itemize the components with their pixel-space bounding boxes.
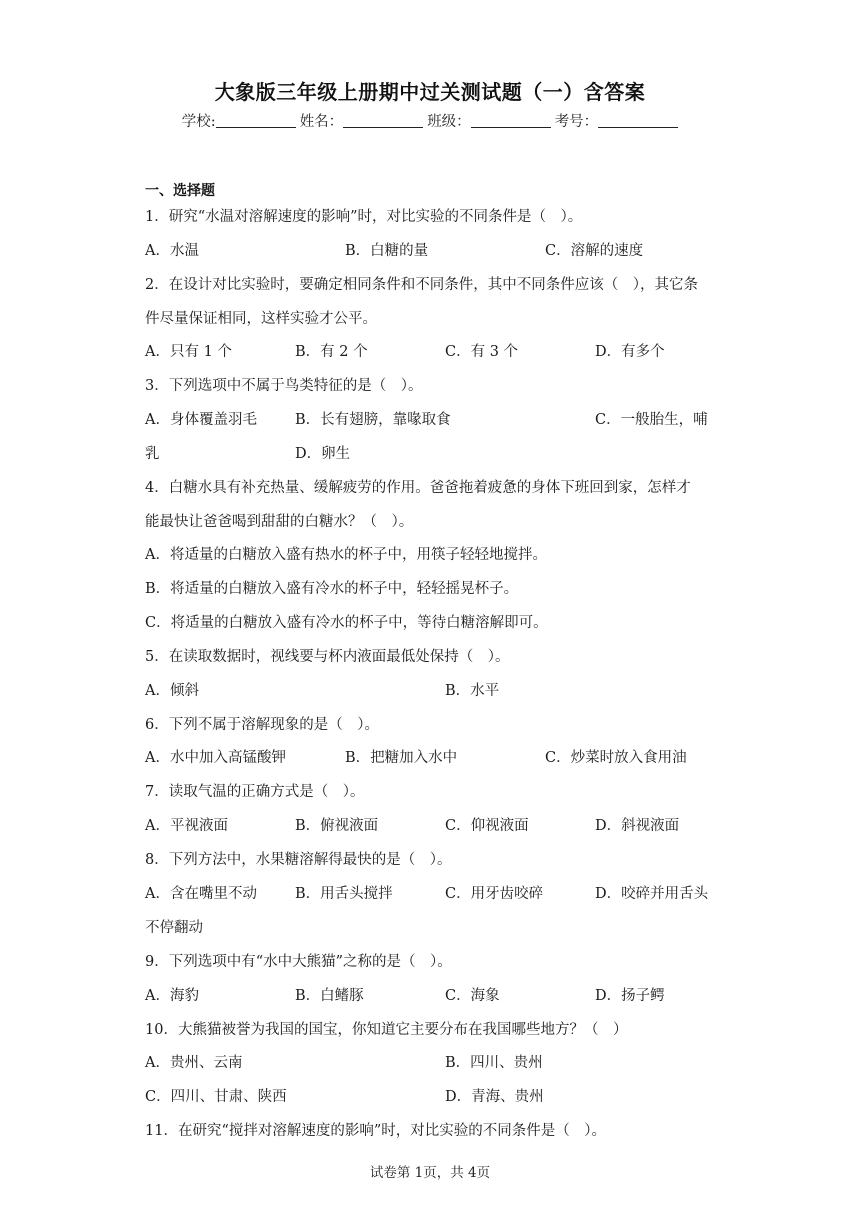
question-2-stem-line-1: 2．在设计对比实验时，要确定相同条件和不同条件，其中不同条件应该（ ），其它条	[145, 277, 698, 293]
question-10-option-b[interactable]: B．四川、贵州	[445, 1055, 543, 1071]
question-1-option-b[interactable]: B．白糖的量	[345, 243, 429, 259]
question-7-stem: 7．读取气温的正确方式是（ ）。	[145, 784, 365, 800]
question-9-option-a[interactable]: A．海豹	[145, 988, 199, 1004]
page-footer: 试卷第 1页，共 4页	[369, 1165, 491, 1181]
question-6-stem: 6．下列不属于溶解现象的是（ ）。	[145, 717, 379, 733]
question-7-option-d[interactable]: D．斜视液面	[595, 818, 680, 834]
question-5-option-a[interactable]: A．倾斜	[145, 683, 199, 699]
question-9-option-d[interactable]: D．扬子鳄	[595, 988, 665, 1004]
question-3-option-d[interactable]: D．卵生	[295, 446, 351, 462]
class-blank[interactable]	[471, 113, 551, 128]
question-3-option-a[interactable]: A．身体覆盖羽毛	[145, 412, 257, 428]
question-8-option-a[interactable]: A．含在嘴里不动	[145, 886, 257, 902]
question-10-option-d[interactable]: D．青海、贵州	[445, 1089, 544, 1105]
question-2-option-b[interactable]: B．有 2 个	[295, 344, 368, 360]
question-10-option-a[interactable]: A．贵州、云南	[145, 1055, 243, 1071]
question-11-stem: 11．在研究“搅拌对溶解速度的影响”时，对比实验的不同条件是（ ）。	[145, 1123, 607, 1139]
question-3-stem: 3．下列选项中不属于鸟类特征的是（ ）。	[145, 378, 423, 394]
question-4-option-b[interactable]: B．将适量的白糖放入盛有冷水的杯子中，轻轻摇晃杯子。	[145, 581, 519, 597]
question-3-option-c[interactable]: C．一般胎生，哺	[595, 412, 708, 428]
question-8-option-c[interactable]: C．用牙齿咬碎	[445, 886, 544, 902]
question-4-option-c[interactable]: C．将适量的白糖放入盛有冷水的杯子中，等待白糖溶解即可。	[145, 615, 548, 631]
question-7-option-a[interactable]: A．平视液面	[145, 818, 228, 834]
question-3-option-b[interactable]: B．长有翅膀，靠喙取食	[295, 412, 451, 428]
question-5-stem: 5．在读取数据时，视线要与杯内液面最低处保持（ ）。	[145, 649, 510, 665]
question-5-option-b[interactable]: B．水平	[445, 683, 500, 699]
exam-number-label: 考号：	[554, 114, 599, 130]
exam-number-blank[interactable]	[598, 113, 678, 128]
school-blank[interactable]	[216, 113, 296, 128]
question-9-option-c[interactable]: C．海象	[445, 988, 500, 1004]
question-9-stem: 9．下列选项中有“水中大熊猫”之称的是（ ）。	[145, 954, 452, 970]
question-6-option-b[interactable]: B．把糖加入水中	[345, 750, 458, 766]
question-8-stem: 8．下列方法中，水果糖溶解得最快的是（ ）。	[145, 852, 452, 868]
section-title: 一、选择题	[145, 183, 215, 199]
question-7-option-c[interactable]: C．仰视液面	[445, 818, 529, 834]
question-8-option-b[interactable]: B．用舌头搅拌	[295, 886, 393, 902]
name-label: 姓名：	[299, 114, 344, 130]
question-1-option-c[interactable]: C．溶解的速度	[545, 243, 644, 259]
question-6-option-a[interactable]: A．水中加入高锰酸钾	[145, 750, 286, 766]
question-8-option-d[interactable]: D．咬碎并用舌头	[595, 886, 709, 902]
question-3-option-c-continued: 乳	[145, 446, 160, 462]
question-4-option-a[interactable]: A．将适量的白糖放入盛有热水的杯子中，用筷子轻轻地搅拌。	[145, 547, 547, 563]
question-2-stem-line-2: 件尽量保证相同，这样实验才公平。	[145, 311, 377, 327]
question-7-option-b[interactable]: B．俯视液面	[295, 818, 379, 834]
question-2-option-a[interactable]: A．只有 1 个	[145, 344, 232, 360]
name-blank[interactable]	[343, 113, 423, 128]
question-10-option-c[interactable]: C．四川、甘肃、陕西	[145, 1089, 287, 1105]
student-info-line	[0, 110, 860, 131]
school-label: 学校:	[181, 114, 216, 130]
question-4-stem-line-1: 4．白糖水具有补充热量、缓解疲劳的作用。爸爸拖着疲惫的身体下班回到家，怎样才	[145, 480, 691, 496]
question-6-option-c[interactable]: C．炒菜时放入食用油	[545, 750, 687, 766]
question-8-option-d-continued: 不停翻动	[145, 920, 203, 936]
question-1-option-a[interactable]: A．水温	[145, 243, 199, 259]
class-label: 班级：	[427, 114, 471, 130]
question-10-stem: 10．大熊猫被誉为我国的国宝，你知道它主要分布在我国哪些地方？（ ）	[145, 1022, 628, 1038]
question-4-stem-line-2: 能最快让爸爸喝到甜甜的白糖水？（ ）。	[145, 514, 414, 530]
page-title: 大象版三年级上册期中过关测试题（一）含答案	[214, 80, 646, 104]
question-2-option-c[interactable]: C．有 3 个	[445, 344, 519, 360]
question-2-option-d[interactable]: D．有多个	[595, 344, 665, 360]
question-1-stem: 1．研究“水温对溶解速度的影响”时，对比实验的不同条件是（ ）。	[145, 209, 583, 225]
question-9-option-b[interactable]: B．白鳍豚	[295, 988, 364, 1004]
